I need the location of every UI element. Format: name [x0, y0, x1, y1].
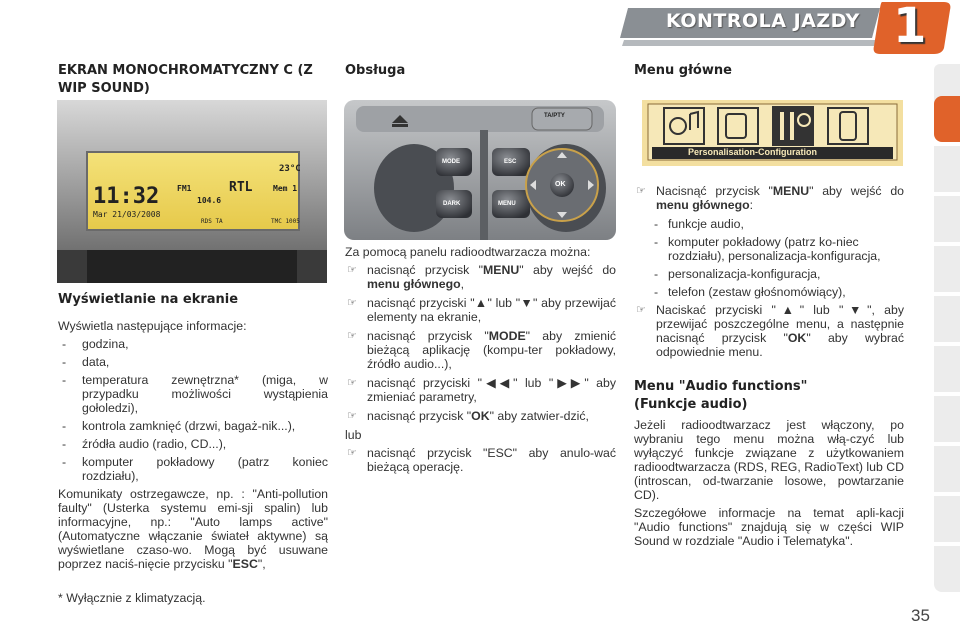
control-panel-graphic	[344, 100, 616, 240]
list-item: ☞ nacisnąć przyciski "◀◀" lub "▶▶" aby zmieniać parametry,	[347, 376, 616, 404]
ok-button[interactable]: OK	[555, 181, 566, 188]
menu-button[interactable]: MENU	[498, 201, 516, 207]
audio-functions-paragraph: Jeżeli radioodtwarzacz jest włączony, po wybraniu tego menu można włą-czyć lub wyłączyć funkcje związane z użytkowaniem radioodtwarzacza (RDS, REG, RadioText) lub CD (introscan, od-twarzanie losowe, powtarzanie CD).	[634, 418, 904, 502]
list-item: ☞ Naciskać przyciski "▲" lub "▼", aby przewijać poszczególne menu, a następnie nacisnąć przycisk "OK" aby wybrać odpowiednie menu.	[636, 303, 905, 359]
control-panel-photo	[344, 100, 616, 240]
list-item: - komputer pokładowy (patrz koniec rozdziału),	[62, 455, 328, 483]
chapter-tab[interactable]	[934, 246, 960, 292]
chapter-tab[interactable]	[934, 546, 960, 592]
col3-body	[634, 184, 904, 364]
pointing-hand-icon: ☞	[347, 297, 357, 309]
chapter-header	[0, 0, 960, 54]
list-item: - telefon (zestaw głośnomówiący),	[654, 285, 846, 299]
list-item: ☞ nacisnąć przycisk "MODE" aby zmienić bieżącą aplikację (kompu-ter pokładowy, źródło audio...),	[347, 329, 616, 371]
col2-body	[345, 245, 616, 479]
page-number: 35	[911, 606, 930, 625]
dark-button[interactable]: DARK	[443, 201, 461, 207]
col1-intro: Wyświetla następujące informacje:	[58, 319, 247, 333]
col2-intro: Za pomocą panelu radioodtwarzacza można:	[345, 245, 591, 259]
arrow-down-icon: ▼	[843, 303, 868, 317]
list-item: ☞ nacisnąć przyciski "▲" lub "▼" aby przewijać elementy na ekranie,	[347, 296, 616, 324]
list-item: - funkcje audio,	[654, 217, 744, 231]
list-item: - temperatura zewnętrzna* (miga, w przypadku możliwości wystąpienia gołoledzi),	[62, 373, 328, 415]
main-menu-screen-photo	[642, 100, 903, 166]
list-item: - data,	[62, 355, 110, 369]
audio-functions-heading: Menu "Audio functions" (Funkcje audio)	[634, 379, 808, 412]
col1-heading: EKRAN MONOCHROMATYCZNY C (Z WIP SOUND)	[58, 63, 313, 96]
chapter-tab[interactable]	[934, 446, 960, 492]
chapter-tab[interactable]	[934, 496, 960, 542]
pointing-hand-icon: ☞	[347, 410, 357, 422]
list-item: ☞ Nacisnąć przycisk "MENU" aby wejść do menu głównego:	[636, 184, 904, 212]
display-time: 11:32	[93, 184, 160, 209]
display-rds: RDS TA	[201, 218, 223, 225]
chapter-number: 1	[893, 0, 927, 54]
col3-heading: Menu główne	[634, 63, 732, 78]
monochrome-display-photo	[57, 100, 327, 283]
pointing-hand-icon: ☞	[347, 377, 357, 389]
pointing-hand-icon: ☞	[347, 330, 357, 342]
display-tmc: TMC 1005	[271, 218, 300, 225]
col1-body	[58, 319, 328, 575]
display-memory: Mem 1	[273, 184, 298, 193]
chapter-tab[interactable]	[934, 196, 960, 242]
list-item: ☞ nacisnąć przycisk "ESC" aby anulo-wać bieżącą operację.	[347, 446, 616, 474]
chapter-tab[interactable]	[934, 396, 960, 442]
display-station: RTL	[229, 180, 253, 195]
mode-button[interactable]: MODE	[442, 159, 460, 165]
display-band: FM1	[177, 184, 192, 193]
esc-button[interactable]: ESC	[504, 159, 517, 165]
chapter-tab[interactable]	[934, 146, 960, 192]
arrow-right-icon: ▶▶	[553, 376, 585, 390]
chapter-title: KONTROLA JAZDY	[666, 10, 860, 32]
menu-selection-label: Personalisation-Configuration	[688, 147, 818, 157]
arrow-down-icon: ▼	[520, 296, 534, 310]
chapter-tab[interactable]	[934, 346, 960, 392]
display-frequency: 104.6	[197, 196, 222, 205]
list-item: ☞ nacisnąć przycisk "MENU" aby wejść do menu głównego,	[347, 263, 616, 291]
pointing-hand-icon: ☞	[347, 264, 357, 276]
footnote: * Wyłącznie z klimatyzacją.	[58, 591, 206, 605]
list-item: - źródła audio (radio, CD...),	[62, 437, 227, 451]
pointing-hand-icon: ☞	[347, 447, 357, 459]
pointing-hand-icon: ☞	[636, 304, 646, 316]
arrow-left-icon: ◀◀	[482, 376, 514, 390]
list-item: - personalizacja-konfiguracja,	[654, 267, 821, 281]
display-date: Mar 21/03/2008	[93, 210, 161, 219]
display-temperature: 23°C	[279, 164, 301, 174]
display-subheading: Wyświetlanie na ekranie	[58, 292, 239, 307]
list-item: - kontrola zamknięć (drzwi, bagaż-nik...),	[62, 419, 296, 433]
list-item: ☞ nacisnąć przycisk "OK" aby zatwier-dzić,	[347, 409, 589, 423]
pointing-hand-icon: ☞	[636, 185, 646, 197]
arrow-up-icon: ▲	[474, 296, 488, 310]
or-text: lub	[345, 428, 362, 442]
col2-heading: Obsługa	[345, 63, 406, 78]
arrow-up-icon: ▲	[775, 303, 800, 317]
col3-body-2	[634, 418, 904, 552]
list-item: - komputer pokładowy (patrz ko-niec rozdziału), personalizacja-konfiguracja,	[654, 235, 881, 263]
chapter-tab-active[interactable]	[934, 96, 960, 142]
warning-messages-text: Komunikaty ostrzegawcze, np. : "Anti-pollution faulty" (Usterka systemu emi-sji spalin) lub informacyjne, np.: "Auto lamps active" (Automatyczne włączanie świateł aktywne) są wyświetlane czaso-wo. Mogą być usuwane poprzez naciś-nięcie przycisku "ESC",	[58, 487, 328, 571]
chapter-tab[interactable]	[934, 296, 960, 342]
list-item: - godzina,	[62, 337, 129, 351]
ta-pty-button[interactable]: TA/PTY	[544, 113, 565, 119]
audio-functions-reference: Szczegółowe informacje na temat apli-kacji "Audio functions" znajdują się w części WIP Sound w rozdziale "Audio i Telematyka".	[634, 506, 904, 548]
